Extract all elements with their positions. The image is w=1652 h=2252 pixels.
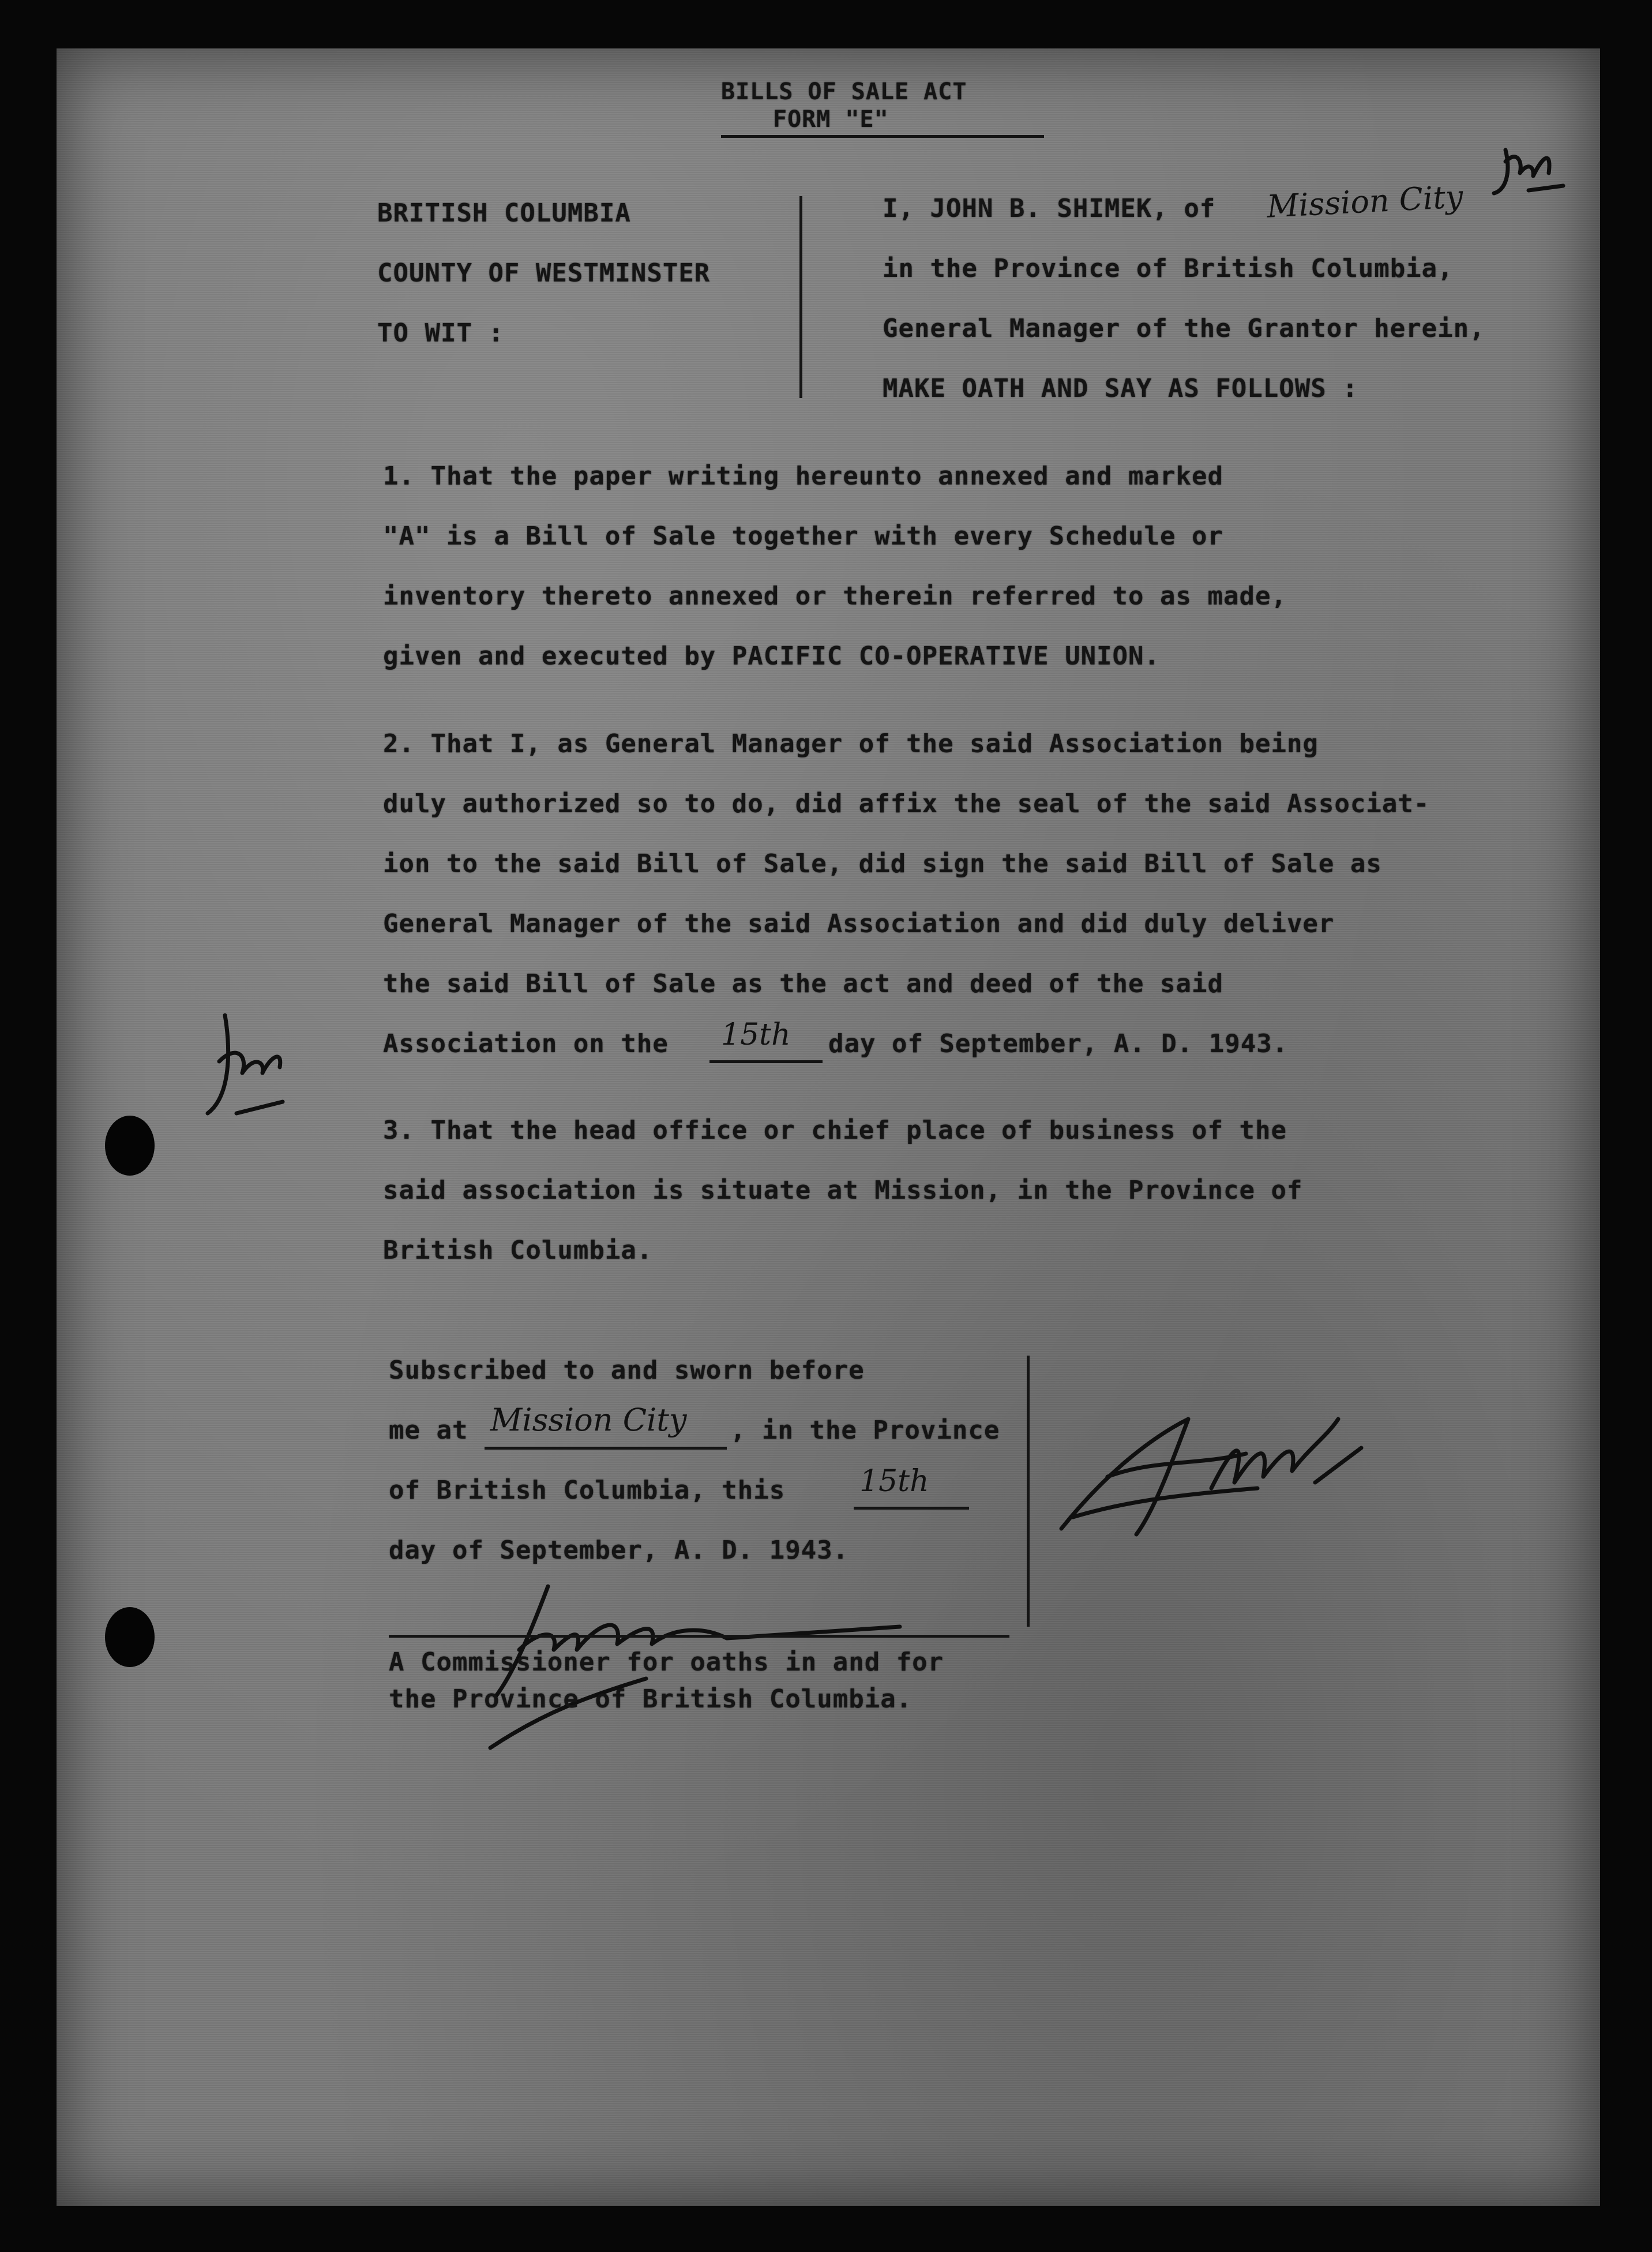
paragraph-1-line-4: given and executed by PACIFIC CO-OPERATIVE UNION.	[383, 641, 1161, 671]
venue-brace	[799, 196, 802, 398]
paragraph-2-line-4: General Manager of the said Association and did duly deliver	[383, 909, 1335, 939]
paragraph-2-day-underline	[709, 1060, 823, 1063]
jurat-line-2-prefix: me at	[389, 1416, 468, 1445]
deponent-line-2: in the Province of British Columbia,	[883, 254, 1454, 283]
jurat-place-underline	[485, 1447, 727, 1450]
deponent-line-3: General Manager of the Grantor herein,	[883, 314, 1485, 343]
paragraph-1-line-3: inventory thereto annexed or therein referred to as made,	[383, 581, 1287, 611]
jurat-brace	[1027, 1356, 1030, 1627]
venue-province: BRITISH COLUMBIA	[377, 198, 631, 228]
jurat-line-4: day of September, A. D. 1943.	[389, 1536, 849, 1565]
paragraph-3-line-1: 3. That the head office or chief place of business of the	[383, 1116, 1287, 1145]
paragraph-2-line-1: 2. That I, as General Manager of the said Association being	[383, 729, 1319, 759]
paragraph-2-line-6-suffix: day of September, A. D. 1943.	[828, 1029, 1289, 1059]
paragraph-2-line-3: ion to the said Bill of Sale, did sign the said Bill of Sale as	[383, 849, 1382, 879]
paragraph-3-line-3: British Columbia.	[383, 1236, 653, 1265]
jurat-place-handwritten: Mission City	[490, 1402, 687, 1438]
jurat-line-2-suffix: , in the Province	[730, 1416, 1000, 1445]
paragraph-2-day-handwritten: 15th	[721, 1018, 791, 1052]
commissioner-line-1: A Commissioner for oaths in and for	[389, 1647, 944, 1677]
form-subtitle: FORM "E"	[773, 106, 889, 133]
deponent-line-4: MAKE OATH AND SAY AS FOLLOWS :	[883, 374, 1358, 403]
commissioner-line-2: the Province of British Columbia.	[389, 1684, 913, 1714]
jurat-line-1: Subscribed to and sworn before	[389, 1356, 865, 1385]
paragraph-1-line-1: 1. That the paper writing hereunto annexed and marked	[383, 461, 1223, 491]
deponent-signature	[1038, 1384, 1407, 1557]
paragraph-2-line-5: the said Bill of Sale as the act and deed of the said	[383, 969, 1223, 999]
deponent-place-handwritten: Mission City	[1266, 178, 1464, 225]
venue-to-wit: TO WIT :	[377, 318, 504, 348]
commissioner-signature-line	[389, 1635, 1009, 1638]
punch-hole-bottom	[105, 1607, 155, 1667]
initials-left-margin	[185, 998, 300, 1136]
deponent-line-1: I, JOHN B. SHIMEK, of	[883, 194, 1216, 223]
paragraph-2-line-6-prefix: Association on the	[383, 1029, 669, 1059]
punch-hole-top	[105, 1116, 155, 1176]
paragraph-1-line-2: "A" is a Bill of Sale together with every Schedule or	[383, 521, 1223, 551]
paragraph-3-line-2: said association is situate at Mission, in the Province of	[383, 1176, 1303, 1205]
jurat-line-3-prefix: of British Columbia, this	[389, 1476, 786, 1505]
initials-top-right	[1488, 138, 1580, 202]
form-title-underline	[721, 135, 1044, 138]
form-title: BILLS OF SALE ACT	[721, 78, 967, 105]
jurat-day-underline	[854, 1507, 969, 1510]
venue-county: COUNTY OF WESTMINSTER	[377, 258, 711, 288]
jurat-day-handwritten: 15th	[859, 1464, 929, 1499]
paragraph-2-line-2: duly authorized so to do, did affix the seal of the said Associat-	[383, 789, 1430, 819]
